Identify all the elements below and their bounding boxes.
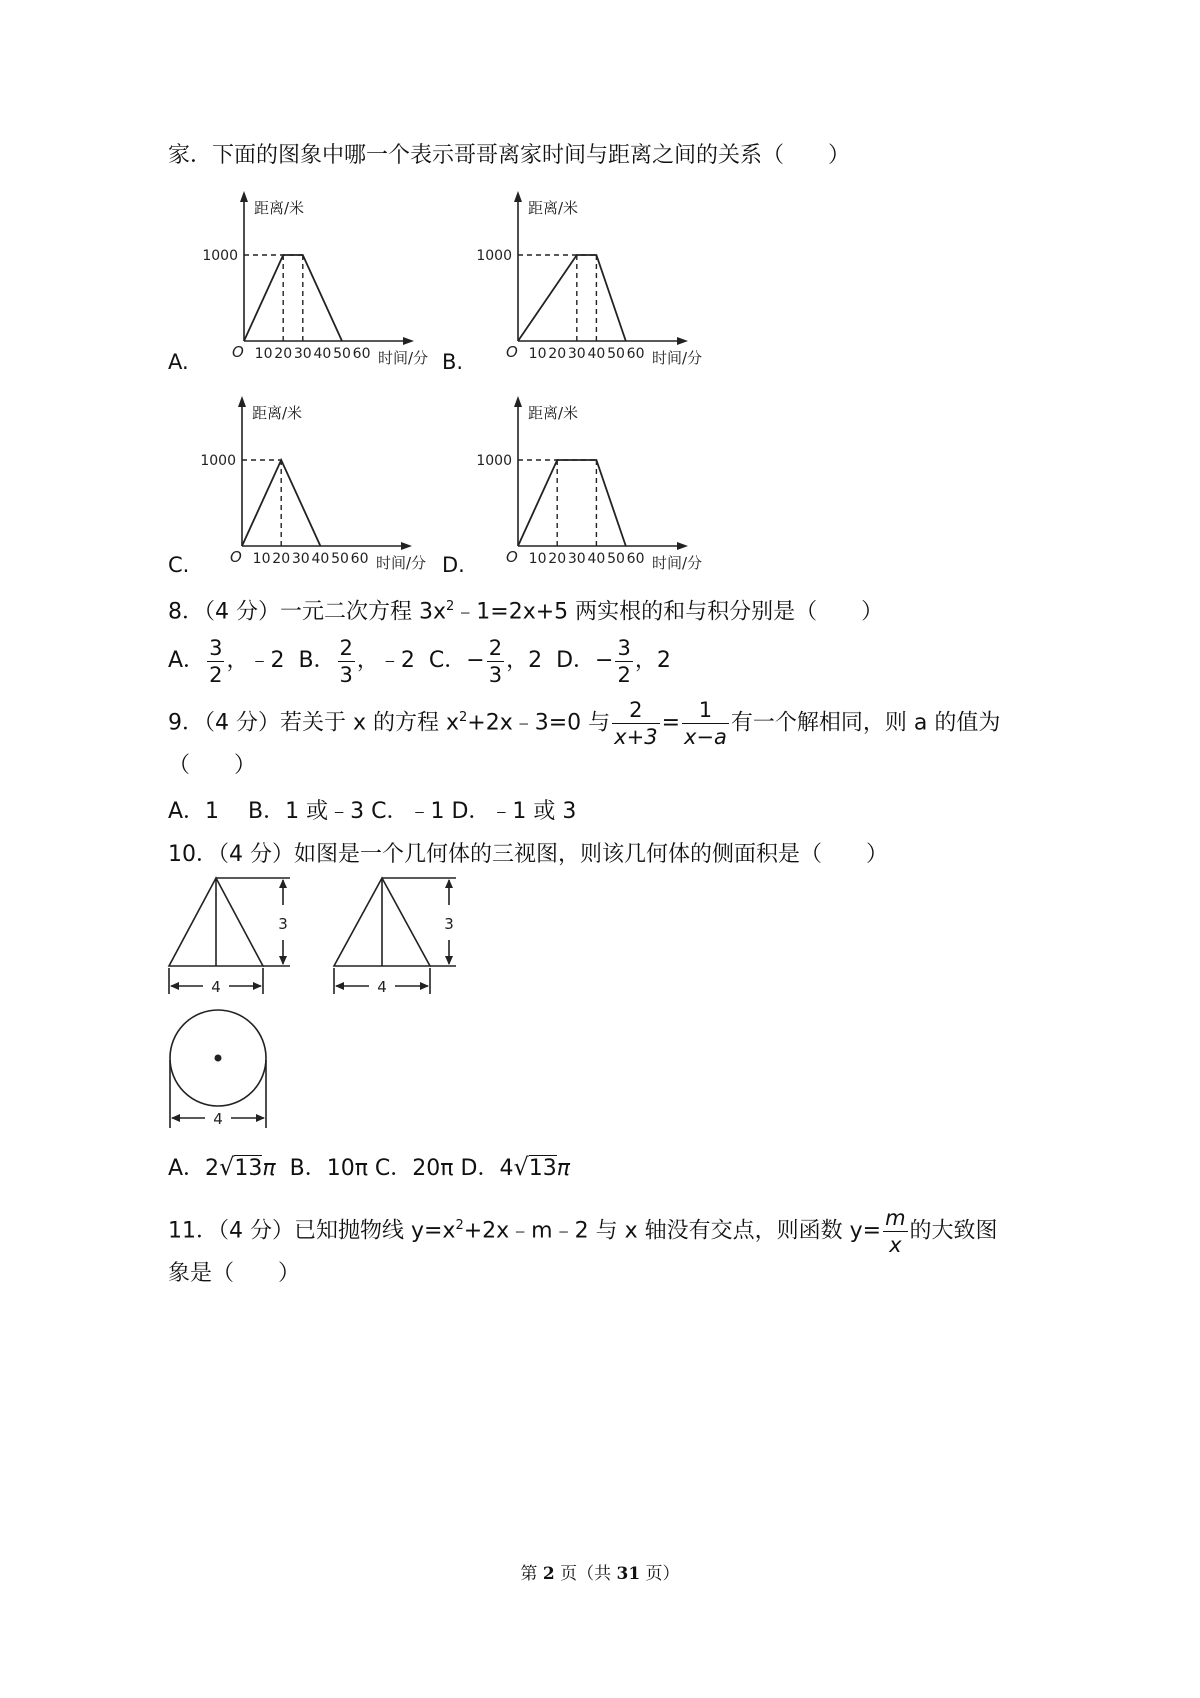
q10-a-radicand: 13 — [234, 1156, 263, 1181]
q8-b-den: 3 — [339, 662, 353, 687]
q9-f1-num: 2 — [612, 697, 659, 724]
origin-label: O — [506, 343, 518, 361]
x-axis-label: 时间/分 — [376, 554, 427, 572]
q10-d-radicand: 13 — [528, 1156, 557, 1181]
q8-opt-b-letter: B． — [298, 648, 336, 673]
y-tick-label: 1000 — [200, 453, 236, 469]
x-tick-label: 30 — [291, 551, 310, 567]
footer-total-pages: 31 — [616, 1564, 641, 1584]
q10-top-view-center — [215, 1055, 222, 1062]
q10-arrow — [420, 982, 429, 990]
q8-c-sign: − — [466, 648, 485, 673]
x-axis-label: 时间/分 — [652, 349, 703, 367]
q10-arrow — [170, 982, 179, 990]
x-tick-label: 40 — [587, 551, 606, 567]
footer-mid: 页（共 — [554, 1564, 617, 1584]
x-axis-label: 时间/分 — [378, 349, 429, 367]
x-tick-label: 60 — [626, 346, 645, 362]
x-tick-label: 20 — [548, 551, 567, 567]
q11-f-den: x — [889, 1232, 902, 1257]
q8-b-num: 2 — [339, 635, 353, 660]
q9-sup: 2 — [459, 710, 468, 725]
x-tick-label: 30 — [293, 346, 312, 362]
origin-label: O — [232, 343, 244, 361]
q9-text-1: 9．（4 分）若关于 x 的方程 x — [168, 710, 460, 736]
x-tick-label: 40 — [313, 346, 332, 362]
y-axis-label: 距离/米 — [528, 404, 579, 422]
q8-c-num: 2 — [488, 635, 503, 660]
q8-a-num: 3 — [209, 635, 223, 660]
q9-options: A．1 B．1 或﹣3 C．﹣1 D．﹣1 或 3 — [168, 799, 577, 824]
x-tick-label: 20 — [274, 346, 293, 362]
page-footer — [0, 1559, 1200, 1584]
y-axis-label: 距离/米 — [252, 404, 303, 422]
origin-label: O — [506, 548, 518, 566]
y-tick-label: 1000 — [202, 248, 238, 264]
q10-front-width-label: 4 — [211, 978, 221, 996]
footer-page-number: 2 — [542, 1564, 555, 1584]
q8-c-den: 3 — [488, 662, 503, 687]
q10-arrow — [171, 1114, 180, 1122]
q10-side-width-label: 4 — [377, 978, 387, 996]
q10-opt-bcd: B．10π C．20π D．4 — [289, 1156, 514, 1181]
q8-d-tail: ，2 — [634, 648, 671, 673]
x-tick-label: 10 — [254, 346, 273, 362]
q11-text-2: +2x﹣m﹣2 与 x 轴没有交点，则函数 y= — [463, 1218, 882, 1244]
q9-eq: = — [661, 710, 680, 736]
q10-arrow — [279, 879, 287, 888]
q8-d-den: 2 — [617, 662, 631, 687]
q10-stem: 10．（4 分）如图是一个几何体的三视图，则该几何体的侧面积是（ ） — [168, 842, 888, 867]
q10-arrow — [256, 1114, 265, 1122]
x-tick-label: 20 — [548, 346, 567, 362]
q11-stem — [168, 1198, 998, 1257]
q11-text-3: 的大致图 — [909, 1218, 998, 1244]
q10-top-width-label: 4 — [213, 1110, 223, 1128]
y-axis-label: 距离/米 — [254, 199, 305, 217]
x-tick-label: 50 — [607, 551, 625, 567]
q7-stem: 家．下面的图象中哪一个表示哥哥离家时间与距离之间的关系（ ） — [168, 143, 851, 168]
y-axis-label: 距离/米 — [528, 199, 579, 217]
q8-text-2: ﹣1=2x+5 两实根的和与积分别是（ ） — [454, 599, 884, 625]
q8-d-sign: − — [595, 648, 614, 673]
q9-paren: （ ） — [168, 753, 257, 778]
q8-text-1: 8．（4 分）一元二次方程 3x — [168, 599, 446, 625]
footer-pre: 第 — [520, 1564, 543, 1584]
x-tick-label: 50 — [331, 551, 349, 567]
q9-f1-den: x+3 — [614, 724, 658, 749]
q10-options: A．2√13π B．10π C．20π D．4√13π — [168, 1153, 571, 1181]
q10-arrow — [253, 982, 262, 990]
q10-d-pi: π — [556, 1156, 571, 1181]
x-tick-label: 10 — [528, 551, 547, 567]
q9-f2-den: x−a — [684, 724, 727, 749]
y-tick-label: 1000 — [476, 248, 512, 264]
y-tick-label: 1000 — [476, 453, 512, 469]
q10-a-pi: π — [262, 1156, 276, 1181]
q10-arrow — [279, 956, 287, 965]
q10-arrow — [335, 982, 344, 990]
x-tick-label: 60 — [626, 551, 645, 567]
q8-opt-d-letter: D． — [556, 648, 596, 673]
q10-front-height-label: 3 — [278, 915, 288, 933]
x-tick-label: 20 — [272, 551, 291, 567]
q11-text-1: 11．（4 分）已知抛物线 y=x — [168, 1218, 456, 1244]
q7-option-b-letter: B. — [442, 350, 464, 374]
origin-label: O — [230, 548, 242, 566]
q7-option-a-letter: A. — [168, 350, 189, 374]
x-tick-label: 10 — [528, 346, 547, 362]
q11-line2: 象是（ ） — [168, 1261, 301, 1286]
q8-b-tail: ，﹣2 — [356, 648, 415, 673]
x-tick-label: 30 — [567, 346, 586, 362]
q10-opt-a: A．2 — [168, 1156, 220, 1181]
q8-a-tail: ，﹣2 — [226, 648, 285, 673]
q9-text-3: 有一个解相同，则 a 的值为 — [730, 710, 1001, 736]
x-tick-label: 10 — [252, 551, 271, 567]
q8-sup: 2 — [446, 599, 455, 614]
q9-f2-num: 1 — [682, 697, 729, 724]
q11-f-num: m — [885, 1205, 906, 1230]
x-tick-label: 40 — [587, 346, 606, 362]
x-tick-label: 50 — [607, 346, 625, 362]
x-tick-label: 50 — [333, 346, 351, 362]
q8-d-num: 3 — [617, 635, 631, 660]
q9-text-2: +2x﹣3=0 与 — [467, 710, 611, 736]
q8-opt-c-letter: C． — [428, 648, 467, 673]
q11-sup: 2 — [455, 1218, 464, 1233]
x-axis-label: 时间/分 — [652, 554, 703, 572]
q8-a-den: 2 — [209, 662, 223, 687]
q10-arrow — [445, 956, 453, 965]
x-tick-label: 40 — [311, 551, 330, 567]
q10-arrow — [445, 879, 453, 888]
x-tick-label: 60 — [352, 346, 371, 362]
q8-c-tail: ，2 — [506, 648, 543, 673]
x-tick-label: 30 — [567, 551, 586, 567]
q7-option-d-letter: D. — [442, 553, 465, 577]
q8-opt-a-letter: A． — [168, 648, 206, 673]
x-tick-label: 60 — [350, 551, 369, 567]
footer-post: 页） — [640, 1564, 680, 1584]
q10-side-height-label: 3 — [444, 915, 454, 933]
q7-option-c-letter: C. — [168, 553, 190, 577]
